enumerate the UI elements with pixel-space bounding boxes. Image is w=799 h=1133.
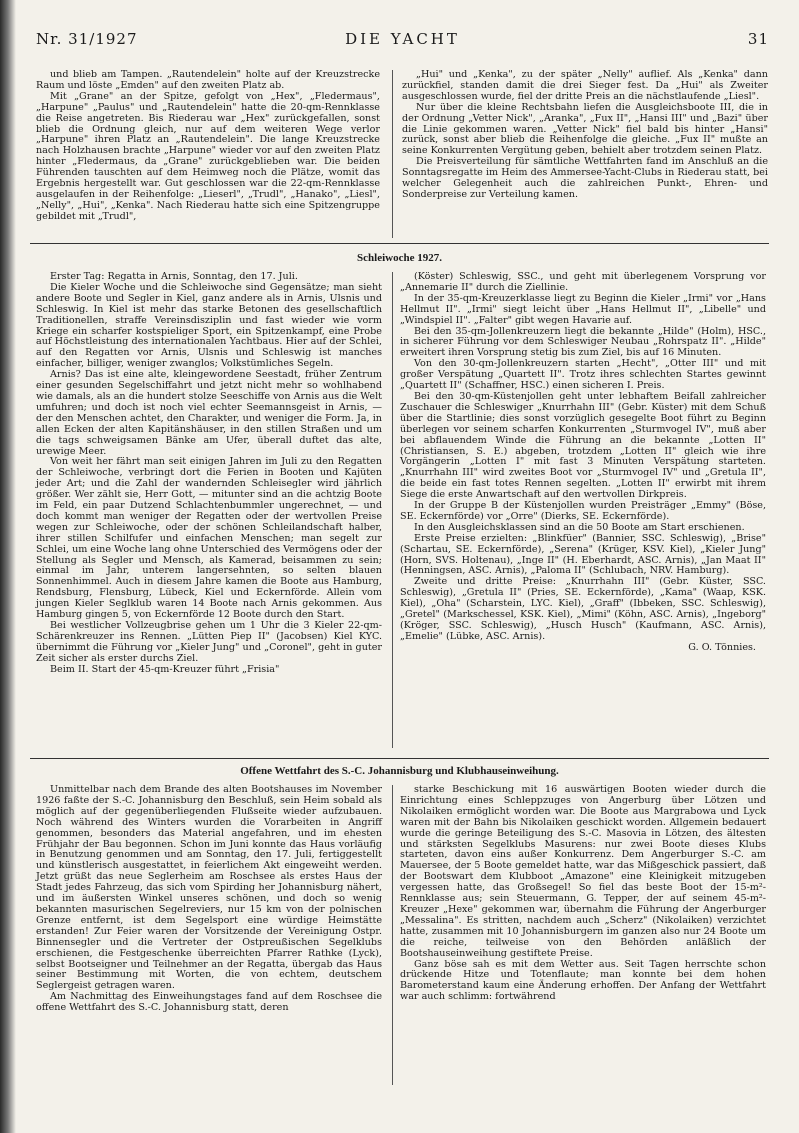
schleiwoche-left-column [36,272,382,676]
paragraph: Beim II. Start der 45-qm-Kreuzer führt „Frisia" [50,663,280,675]
paragraph: Bei den 35-qm-Jollenkreuzern liegt die bekannte „Hilde" (Holm), HSC., in sicherer Führung vor dem Schleswiger Neubau „Rohrspatz II". „Hilde" erweitert ihren Vorsprung stetig bis zum Ziel, bis auf 16 Minuten. [400,325,766,359]
paragraph: Ganz böse sah es mit dem Wetter aus. Seit Tagen herrschte schon drückende Hitze und Totenflaute; man konnte bei dem hohen Barometerstand kaum eine Änderung erhoffen. Der Anfang der Wettfahrt war auch schlimm: fortwährend [400,958,766,1003]
paragraph: Die Kieler Woche und die Schleiwoche sind Gegensätze; man sieht andere Boote und Segler in Kiel, ganz andere als in Arnis, Ulsnis und Schleswig. In Kiel ist mehr das starke Betonen des gesellschaftlich Traditionellen, straffe Vereinsdisziplin und fast wieder wie vorm Kriege ein scharfer kostspieliger Sport, ein Spitzenkampf, eine Probe auf Höchstleistung des internationalen Yachtbaus. Hier auf der Schlei, auf den Regatten vor Arnis, Ulsnis und Schleswig ist manches einfacher, billiger, weniger zwanglos; Volkstümliches Segeln. [36,281,382,370]
paragraph: Nur über die kleine Rechtsbahn liefen die Ausgleichsboote III, die in der Ordnung „Vetter Nick", „Aranka", „Fux II", „Hansi III" und „Bazi" über die Linie gekommen waren. „Vetter Nick" fiel bald bis hinter „Hansi" zurück, sonst aber blieb die Reihenfolge die gleiche. „Fux II" mußte an seine Konkurrenten Vergütung geben, behielt aber trotzdem seinen Platz. [402,101,768,157]
author-signature: G. O. Tönnies. [688,641,756,653]
paragraph: Erster Tag: Regatta in Arnis, Sonntag, den 17. Juli. [50,271,298,282]
column-divider [392,785,393,1085]
paragraph: Arnis? Das ist eine alte, kleingewordene Seestadt, früher Zentrum einer gesunden Segelschiffahrt und jetzt nicht mehr so wohlhabend wie damals, als an die hundert stolze Seeschiffe von Arnis aus die Welt umfuhren; und doch ist noch viel echter Seemannsgeist in Arnis, — der den Menschen achtet, den Charakter, und weniger die Form. Ja, in allen Ecken der alten Kapitänshäuser, in den stillen Straßen und um die tags schweigsamen Bänke am Ufer, überall duftet das alte, urewige Meer. [36,369,382,457]
paragraph: Unmittelbar nach dem Brande des alten Bootshauses im November 1926 faßte der S.-C. Johannisburg den Beschluß, sein Heim sobald als möglich auf der gegenüberliegenden Flußseite wieder aufzubauen. Noch während des Winters wurden die Vorarbeiten in Angriff genommen, besonders das Material angefahren, und im ehesten Frühjahr der Bau begonnen. Schon im Juni konnte das Haus vorläufig in Benutzung genommen und am Sonntag, den 17. Juli, fertiggestellt und künstlerisch ausgestattet, in feierlichem Akt eingeweiht werden. Jetzt grüßt das neue Seglerheim am Roschsee als erstes Haus der Stadt jedes Fahrzeug, das sich vom Spirding her Johannisburg nähert, und im äußersten Winkel unseres schönen, und doch so wenig bekannten masurischen Segelreviers, nur 15 km von der polnischen Grenze entfernt, ist dem Segelsport eine würdige Heimstätte erstanden! Zur Feier waren der Vorsitzende der Vereinigung Ostpr. Binnensegler und die Vertreter der Ostpreußischen Segelklubs erschienen, die Festgeschenke überreichten Pfarrer Rathke (Lyck), selbst Bootseigner und Teilnehmer an der Regatta, übergab das Haus seiner Bestimmung mit Worten, die von echtem, deutschem Seglergeist getragen waren. [36,784,382,992]
johannisburg-left-column [36,785,382,1014]
paragraph: „Hui" und „Kenka", zu der später „Nelly" auflief. Als „Kenka" dann zurückfiel, standen damit die drei Sieger fest. Da „Hui" als Zweiter ausgeschlossen wurde, fiel der dritte Preis an die nächstlaufende „Liesl". [402,69,768,102]
paragraph: Zweite und dritte Preise: „Knurrhahn III" (Gebr. Küster, SSC. Schleswig), „Gretula II" (Pries, SE. Eckernförde), „Kama" (Waap, KSK. Kiel), „Oha" (Scharstein, LYC. Kiel), „Graff" (Ibbeken, SSC. Schleswig), „Gretel" (Markschessel, KSK. Kiel), „Mimi" (Köhn, ASC. Arnis), „Ingeborg" (Kröger, SSC. Schleswig), „Husch Husch" (Kaufmann, ASC. Arnis), „Emelie" (Lübke, ASC. Arnis). [400,576,766,642]
paragraph: Die Preisverteilung für sämtliche Wettfahrten fand im Anschluß an die Sonntagsregatte im Heim des Ammersee-Yacht-Clubs in Riederau statt, bei welcher Gelegenheit auch die zahlreichen Punkt-, Ehren- und Sonderpreise zur Verteilung kamen. [402,156,768,200]
page-header [36,30,769,52]
section-heading-schleiwoche: Schleiwoche 1927. [357,252,442,264]
paragraph: Erste Preise erzielten: „Blinkfüer" (Bannier, SSC. Schleswig), „Brise" (Schartau, SE. Eckernförde), „Serena" (Krüger, KSV. Kiel), „Kieler Jung" (Horn, SVS. Holtenau), „Inge II" (H. Eberhardt, ASC. Arnis), „Jan Maat II" (Henningsen, ASC. Arnis), „Paloma II" (Schlubach, NRV. Hamburg). [400,532,766,577]
top-right-column [402,70,768,201]
paragraph: In der Gruppe B der Küstenjollen wurden Preisträger „Emmy" (Böse, SE. Eckernförde) vor „Orre" (Dierks, SE. Eckernförde). [400,500,766,522]
paragraph: Am Nachmittag des Einweihungstages fand auf dem Roschsee die offene Wettfahrt des S.-C. Johannisburg statt, deren [36,991,382,1014]
section-rule [30,243,769,244]
page-number: 31 [747,30,769,48]
paragraph: (Köster) Schleswig, SSC., und geht mit überlegenem Vorsprung vor „Annemarie II" durch die Ziellinie. [400,271,766,293]
section-rule [30,758,769,759]
column-divider [392,272,393,748]
column-divider [392,70,393,238]
johannisburg-right-column [400,785,766,1003]
paragraph: Von den 30-qm-Jollenkreuzern starten „Hecht", „Otter III" und mit großer Verspätung „Quartett II". Trotz ihres schlechten Startes gewinnt „Quartett II" (Schaffner, HSC.) einen sicheren I. Preis. [400,358,766,392]
paragraph: starke Beschickung mit 16 auswärtigen Booten wieder durch die Einrichtung eines Schleppzuges von Angerburg über Lötzen und Nikolaiken ermöglicht worden war. Die Boote aus Margrabowa und Lyck waren mit der Bahn bis Nikolaiken geschickt worden. Allgemein bedauert wurde die geringe Beteiligung des S.-C. Masovia in Lötzen, des ältesten und stärksten Segelklubs Masurens: nur zwei Boote dieses Klubs starteten, davon eins außer Konkurrenz. Dem Angerburger S.-C. am Mauersee, der 5 Boote gemeldet hatte, war das Mißgeschick passiert, daß der Bootswart dem Klubboot „Amazone" eine Kleinigkeit mitzugeben vergessen hatte, das Großsegel! So fiel das beste Boot der 15-m²-Rennklasse aus; sein Steuermann, G. Tepper, der auf seinem 45-m²-Kreuzer „Hexe" gekommen war, übernahm die Führung der Angerburger „Messalina". Es stritten, nachdem auch „Scherz" (Nikolaiken) verzichtet hatte, zusammen mit 10 Johannisburgern im ganzen also nur 24 Boote um die reiche, teilweise von den Behörden anläßlich der Bootshauseinweihung gestiftete Preise. [400,784,766,959]
section-heading-johannisburg: Offene Wettfahrt des S.-C. Johannisburg und Klubhauseinweihung. [240,765,559,777]
paragraph: Mit „Grane" an der Spitze, gefolgt von „Hex", „Fledermaus", „Harpune" „Paulus" und „Rautendelein" hatte die 20-qm-Rennklasse die Reise angetreten. Bis Riederau war „Hex" zurückgefallen, sonst blieb die Ordnung gleich, nur auf dem weiteren Wege verlor „Harpune" ihren Platz an „Rautendelein". Die lange Kreuzstrecke nach Holzhausen brachte „Harpune" wieder vor auf den zweiten Platz hinter „Fledermaus, da „Grane" zurückgeblieben war. Die beiden Führenden tauschten auf dem Heimweg noch die Plätze, womit das Ergebnis hergestellt war. Gut geschlossen war die 22-qm-Rennklasse ausgelaufen in der Reihenfolge: „Lieserl", „Trudl", „Hanako", „Liesl", „Nelly", „Hui", „Kenka". Nach Riederau hatte sich eine Spitzengruppe gebildet mit „Trudl", [36,90,380,222]
paragraph: In den Ausgleichsklassen sind an die 50 Boote am Start erschienen. [414,521,745,533]
schleiwoche-right-column [400,272,766,654]
paragraph: und blieb am Tampen. „Rautendelein" holte auf der Kreuzstrecke Raum und löste „Emden" auf den zweiten Platz ab. [36,69,380,91]
top-left-column [36,70,380,223]
magazine-title: DIE YACHT [345,30,460,48]
paragraph: Bei westlicher Vollzeugbrise gehen um 1 Uhr die 3 Kieler 22-qm-Schärenkreuzer ins Rennen. „Lütten Piep II" (Jacobsen) Kiel KYC. übernimmt die Führung vor „Kieler Jung" und „Coronel", geht in guter Zeit sicher als erster durchs Ziel. [36,620,382,664]
paragraph: Von weit her fährt man seit einigen Jahren im Juli zu den Regatten der Schleiwoche, verbringt dort die Ferien in Booten und Kajüten jeder Art; und die Zahl der wandernden Schleisegler wird jährlich größer. Wer zählt sie, Herr Gott, — mitunter sind an die achtzig Boote im Feld, ein paar Dutzend Schlachtenbummler ungerechnet, — und doch kommt man weniger der Regatten oder der wertvollen Preise wegen zur Schleiwoche, oder der schönen Schleilandschaft halber, ihrer stillen Schilfufer und einfachen Menschen; man segelt zur Schlei, um eine Woche lang ohne Unterschied des Vermögens oder der Stellung als Segler und Mensch, als Kamerad, beisammen zu sein; einmal im Jahr, unterem langersehnten, so selten blauen Sonnenhimmel. Auch in diesem Jahre kamen die Boote aus Hamburg, Rendsburg, Flensburg, Lübeck, Kiel und Eckernförde. Allein vom jungen Kieler Seglklub waren 14 Boote nach Arnis gekommen. Aus Hamburg gingen 5, von Eckernförde 12 Boote durch den Start. [36,456,382,621]
paragraph: In der 35-qm-Kreuzerklasse liegt zu Beginn die Kieler „Irmi" vor „Hans Hellmut II". „Irmi" siegt leicht über „Hans Hellmut II", „Libelle" und „Windspiel II". „Falter" gibt wegen Havarie auf. [400,292,766,326]
binding-shadow [0,0,16,1133]
paragraph: Bei den 30-qm-Küstenjollen geht unter lebhaftem Beifall zahlreicher Zuschauer die Schleswiger „Knurrhahn III" (Gebr. Küster) mit dem Schuß über die Startlinie; dies sonst vorzüglich gesegelte Boot führt zu Beginn überlegen vor seinem scharfen Konkurrenten „Sturmvogel IV", muß aber bei abflauendem Winde die Führung an die bekannte „Lotten II" (Christiansen, S. E.) abgeben, trotzdem „Lotten II" gleich wie ihre Vorgängerin „Lotten I" mit fast 3 Minuten Verspätung starteten. „Knurrhahn III" wird zweites Boot vor „Sturmvogel IV" und „Gretula II", die beide ein fast totes Rennen segelten. „Lotten II" erwirbt mit ihrem Siege die erste Anwartschaft auf den wertvollen Dirkpreis. [400,390,766,501]
issue-number: Nr. 31/1927 [36,30,138,48]
